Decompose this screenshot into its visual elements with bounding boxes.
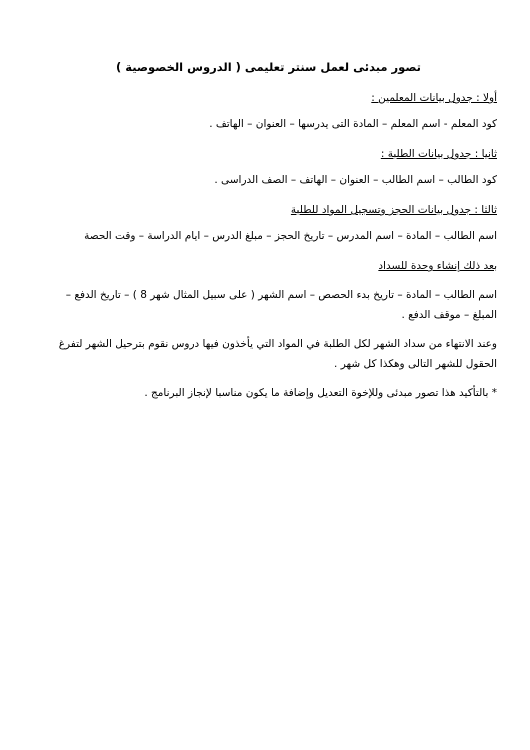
booking-table-fields: اسم الطالب – المادة – اسم المدرس – تاريخ الحجز – مبلغ الدرس – ايام الدراسة – وقت الحصة (84, 230, 497, 242)
document-title: تصور مبدئى لعمل سنتر تعليمى ( الدروس الخصوصية ) (115, 60, 422, 74)
document-body (48, 60, 497, 403)
teachers-table-heading: أولا : جدول بيانات المعلمين : (371, 92, 497, 104)
payment-unit-heading: بعد ذلك إنشاء وحدة للسداد (378, 260, 497, 272)
students-table-heading: ثانيا : جدول بيانات الطلبة : (380, 148, 497, 160)
students-table-fields: كود الطالب – اسم الطالب – العنوان – الهاتف – الصف الدراسى . (214, 174, 497, 186)
payment-unit-fields: اسم الطالب – المادة – تاريخ بدء الحصص – اسم الشهر ( على سبيل المثال شهر 8 ) – تاريخ الدفع – المبلغ – موقف الدفع . (65, 289, 497, 321)
closing-note: * بالتأكيد هذا تصور مبدئى وللإخوة التعديل وإضافة ما يكون مناسبا لإنجاز البرنامج . (144, 387, 497, 399)
teachers-table-fields: كود المعلم - اسم المعلم – المادة التى يدرسها – العنوان – الهاتف . (209, 118, 497, 130)
month-transfer-paragraph: وعند الانتهاء من سداد الشهر لكل الطلبة في المواد التي يأخذون فيها دروس نقوم بترحيل الشهر لتفرغ الحقول للشهر التالى وهكذا كل شهر . (58, 338, 497, 370)
booking-table-heading: ثالثا : جدول بيانات الحجز وتسجيل المواد للطلبة (290, 204, 497, 216)
